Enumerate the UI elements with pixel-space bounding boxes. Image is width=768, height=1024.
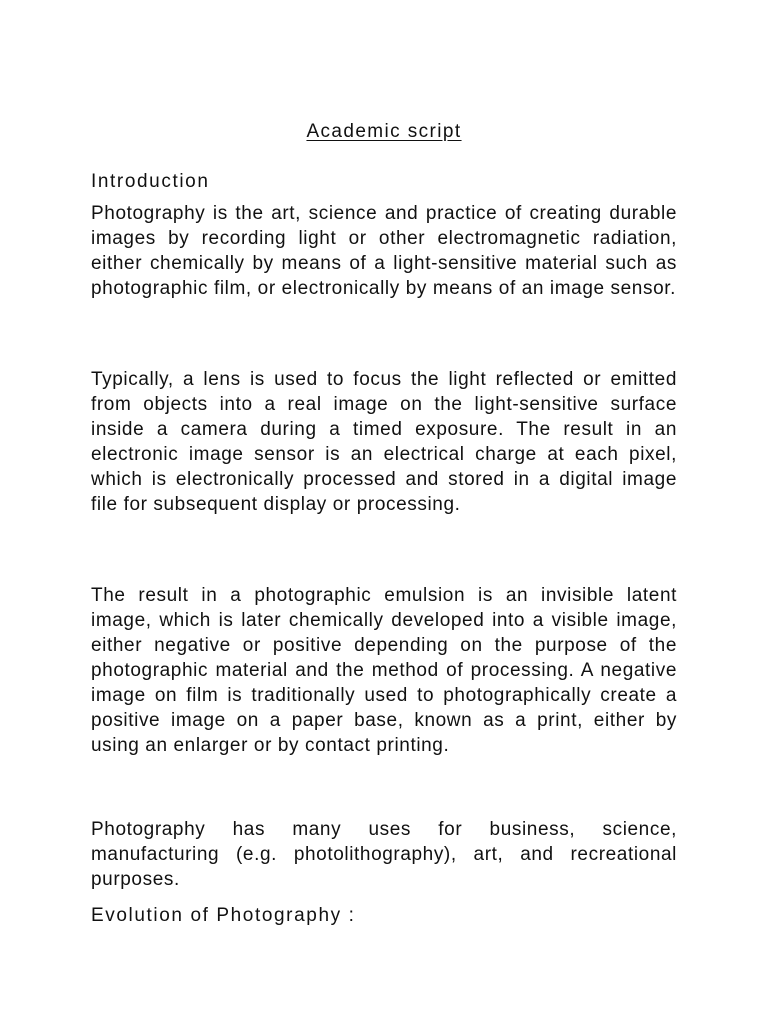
paragraph-photography-definition: Photography is the art, science and practice of creating durable images by recording light or other electromagnetic radiation, either chemically by means of a light-sensitive material such as photographic film, or electronically by means of an image sensor. — [91, 203, 677, 299]
evolution-heading: Evolution of Photography : — [91, 905, 356, 926]
document-title — [0, 119, 768, 144]
introduction-heading: Introduction — [91, 171, 210, 192]
paragraph-photographic-emulsion: The result in a photographic emulsion is an invisible latent image, which is later chemically developed into a visible image, either negative or positive depending on the purpose of the photographic material and the method of processing. A negative image on film is traditionally used to photographically create a positive image on a paper base, known as a print, either by using an enlarger or by contact printing. — [91, 585, 677, 756]
document-title-text: Academic script — [306, 121, 462, 142]
paragraph-lens-exposure: Typically, a lens is used to focus the light reflected or emitted from objects into a real image on the light-sensitive surface inside a camera during a timed exposure. The result in an electronic image sensor is an electrical charge at each pixel, which is electronically processed and stored in a digital image file for subsequent display or processing. — [91, 369, 677, 515]
paragraph-photography-uses: Photography has many uses for business, science, manufacturing (e.g. photolithography), art, and recreational purposes. — [91, 819, 677, 890]
